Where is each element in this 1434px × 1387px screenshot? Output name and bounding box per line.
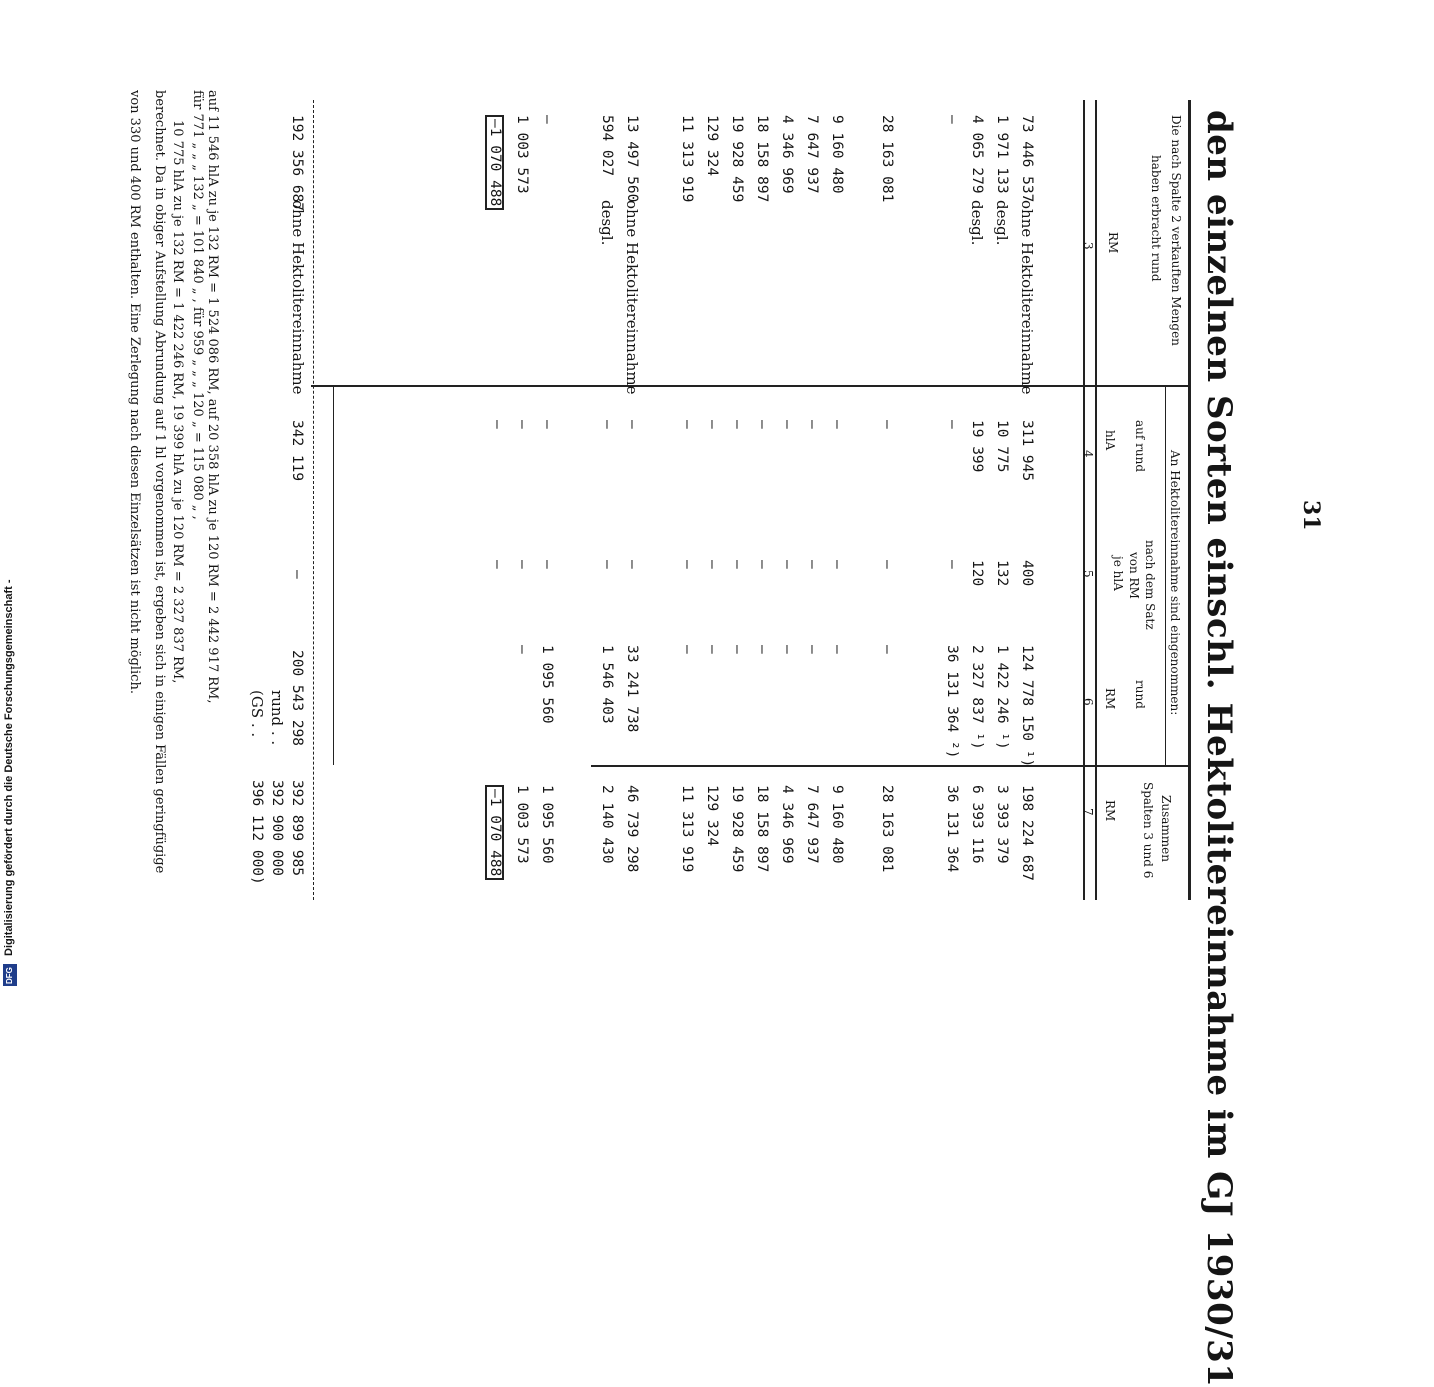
footnote-line2: für 771 „ „ „ 132 „ = 101 840 „ , für 959 „ „ „ 120 „ = 115 080 „ ,	[190, 90, 205, 520]
row-12-c6: 33 241 738	[624, 645, 640, 733]
col6-header: rund	[1133, 680, 1147, 709]
dfg-logo: DFG	[3, 964, 17, 986]
col7-header-line2: Spalten 3 und 6	[1141, 782, 1155, 879]
row-13-c5: —	[599, 560, 615, 569]
row-4-c3: 28 163 081	[879, 115, 895, 203]
row-0-c6: 124 778 150 ¹)	[1019, 645, 1035, 768]
row-11-c6: —	[679, 645, 695, 654]
col4-number: 4	[1081, 450, 1095, 458]
col3-unit: RM	[1106, 232, 1120, 254]
total-c6: 200 543 298	[289, 650, 305, 747]
col5-header-line2: von RM	[1127, 552, 1141, 599]
row-7-c5: —	[779, 560, 795, 569]
row-2-c6: 2 327 837 ¹)	[969, 645, 985, 750]
row-5-c7: 9 160 480	[829, 785, 845, 864]
row-15-c4: —	[514, 420, 530, 429]
total-c3-note: ohne Hektolitereinnahme	[289, 200, 307, 395]
rund-label: rund . .	[268, 690, 286, 746]
hl-group-header: An Hektolitereinnahme sind eingenommen:	[1168, 450, 1182, 716]
col7-number: 7	[1081, 808, 1095, 816]
row-0-c4: 311 945	[1019, 420, 1035, 482]
row-1-c6: 1 422 246 ¹)	[994, 645, 1010, 750]
row-9-c6: —	[729, 645, 745, 654]
row-1-c4: 10 775	[994, 420, 1010, 473]
row-5-c5: —	[829, 560, 845, 569]
row-6-c3: 7 647 937	[804, 115, 820, 194]
row-13-c3_note: desgl.	[598, 200, 616, 246]
row-13-c6: 1 546 403	[599, 645, 615, 724]
row-0-c7: 198 224 687	[1019, 785, 1035, 882]
row-8-c7: 18 158 897	[754, 785, 770, 873]
row-2-c5: 120	[969, 560, 985, 587]
digitization-credit	[3, 579, 17, 996]
col-divider-3-4	[311, 385, 1191, 387]
col7-unit: RM	[1103, 800, 1117, 822]
header-top-rule	[1188, 100, 1191, 900]
row-8-c6: —	[754, 645, 770, 654]
row-12-c7: 46 739 298	[624, 785, 640, 873]
row-9-c4: —	[729, 420, 745, 429]
row-13-c4: —	[599, 420, 615, 429]
row-2-c3: 4 065 279	[969, 115, 985, 194]
row-13-c7: 2 140 430	[599, 785, 615, 864]
row-7-c3: 4 346 969	[779, 115, 795, 194]
col5-number: 5	[1081, 570, 1095, 578]
col4-unit: hlA	[1103, 430, 1117, 451]
row-5-c4: —	[829, 420, 845, 429]
footnote-line4: berechnet. Da in obiger Aufstellung Abrundung auf 1 hl vorgenommen ist, ergeben sich in einigen Fällen geringfügige	[152, 90, 167, 874]
row-10-c6: —	[704, 645, 720, 654]
row-1-c7: 3 393 379	[994, 785, 1010, 864]
col-divider-6-7	[591, 765, 1191, 767]
row-4-c4: —	[879, 420, 895, 429]
row-8-c3: 18 158 897	[754, 115, 770, 203]
row-0-c5: 400	[1019, 560, 1035, 587]
col5-header-line3: je hlA	[1111, 556, 1125, 591]
row-6-c7: 7 647 937	[804, 785, 820, 864]
row-1-c5: 132	[994, 560, 1010, 587]
row-6-c6: —	[804, 645, 820, 654]
total-c7: 392 899 985	[289, 780, 305, 877]
row-4-c6: —	[879, 645, 895, 654]
col4-header: auf rund	[1133, 420, 1147, 473]
row-5-c6: —	[829, 645, 845, 654]
col6-number: 6	[1081, 698, 1095, 706]
footnote-line3: 10 775 hlA zu je 132 RM = 1 422 246 RM, 19 399 hlA zu je 120 RM = 2 327 837 RM,	[170, 120, 185, 684]
total-c5: —	[289, 570, 305, 579]
col5-header-line1: nach dem Satz	[1143, 540, 1157, 630]
row-6-c5: —	[804, 560, 820, 569]
rund-value: 392 900 000	[269, 780, 285, 877]
row-9-c5: —	[729, 560, 745, 569]
footnote-line1: auf 11 546 hlA zu je 132 RM = 1 524 086 RM, auf 20 358 hlA zu je 120 RM = 2 442 917 RM,	[205, 90, 220, 704]
row-7-c4: —	[779, 420, 795, 429]
col3-header-line1: Die nach Spalte 2 verkauften Mengen	[1169, 115, 1183, 346]
row-4-c7: 28 163 081	[879, 785, 895, 873]
row-16-c4: —	[489, 420, 505, 429]
digitization-note: Digitalisierung gefördert durch die Deutsche Forschungsgemeinschaft -	[3, 579, 15, 956]
row-11-c3: 11 313 919	[679, 115, 695, 203]
row-3-c3: —	[944, 115, 960, 124]
row-12-c5: —	[624, 560, 640, 569]
row-3-c7: 36 131 364	[944, 785, 960, 873]
row-9-c7: 19 928 459	[729, 785, 745, 873]
row-10-c3: 129 324	[704, 115, 720, 177]
row-10-c4: —	[704, 420, 720, 429]
row-14-c6: 1 095 560	[539, 645, 555, 724]
row-2-c7: 6 393 116	[969, 785, 985, 864]
row-8-c4: —	[754, 420, 770, 429]
row-14-c3: —	[539, 115, 555, 124]
row-14-c4: —	[539, 420, 555, 429]
row-15-c3: 1 003 573	[514, 115, 530, 194]
row-1-c3: 1 971 133	[994, 115, 1010, 194]
row-1-c3_note: desgl.	[993, 200, 1011, 246]
row-10-c5: —	[704, 560, 720, 569]
header-bottom-rule	[1083, 100, 1085, 900]
row-2-c3_note: desgl.	[968, 200, 986, 246]
row-0-c3_note: ohne Hektolitereinnahme	[1018, 200, 1036, 395]
row-7-c6: —	[779, 645, 795, 654]
gs-value: 396 112 000)	[249, 780, 265, 885]
row-10-c7: 129 324	[704, 785, 720, 847]
row-0-c3: 73 446 537	[1019, 115, 1035, 203]
row-16-c7: –1 070 488	[486, 785, 505, 880]
col7-header-line1: Zusammen	[1159, 795, 1173, 862]
row-11-c5: —	[679, 560, 695, 569]
row-5-c3: 9 160 480	[829, 115, 845, 194]
gs-label: (GS . .	[248, 690, 266, 738]
row-12-c3: 13 497 560	[624, 115, 640, 203]
row-15-c7: 1 003 573	[514, 785, 530, 864]
group-header-rule	[1165, 385, 1166, 765]
row-9-c3: 19 928 459	[729, 115, 745, 203]
total-c4: 342 119	[289, 420, 305, 482]
totals-rule	[333, 385, 334, 765]
row-14-c5: —	[539, 560, 555, 569]
page-number: 31	[1298, 500, 1324, 531]
row-3-c4: —	[944, 420, 960, 429]
row-16-c5: —	[489, 560, 505, 569]
col3-header-line2: haben erbracht rund	[1149, 155, 1163, 282]
row-4-c5: —	[879, 560, 895, 569]
row-2-c4: 19 399	[969, 420, 985, 473]
row-7-c7: 4 346 969	[779, 785, 795, 864]
row-14-c7: 1 095 560	[539, 785, 555, 864]
row-3-c6: 36 131 364 ²)	[944, 645, 960, 759]
row-13-c3: 594 027	[599, 115, 615, 177]
row-12-c3_note: ohne Hektolitereinnahme	[623, 200, 641, 395]
row-8-c5: —	[754, 560, 770, 569]
row-15-c5: —	[514, 560, 530, 569]
row-11-c4: —	[679, 420, 695, 429]
row-6-c4: —	[804, 420, 820, 429]
page-title: den einzelnen Sorten einschl. Hektolitereinnahme im GJ 1930/31	[1199, 110, 1239, 1387]
header-mid-rule	[1095, 100, 1097, 900]
col6-unit: RM	[1103, 688, 1117, 710]
total-c3: 192 356 687	[289, 115, 305, 212]
footnote-line5: von 330 und 400 RM enthalten. Eine Zerlegung nach diesen Einzelsätzen ist nicht möglich.	[127, 90, 142, 694]
row-3-c5: —	[944, 560, 960, 569]
totals-dashed-rule	[313, 100, 314, 900]
row-11-c7: 11 313 919	[679, 785, 695, 873]
row-12-c4: —	[624, 420, 640, 429]
row-16-c3: –1 070 488	[486, 115, 505, 210]
col3-number: 3	[1081, 242, 1095, 250]
row-15-c6: —	[514, 645, 530, 654]
